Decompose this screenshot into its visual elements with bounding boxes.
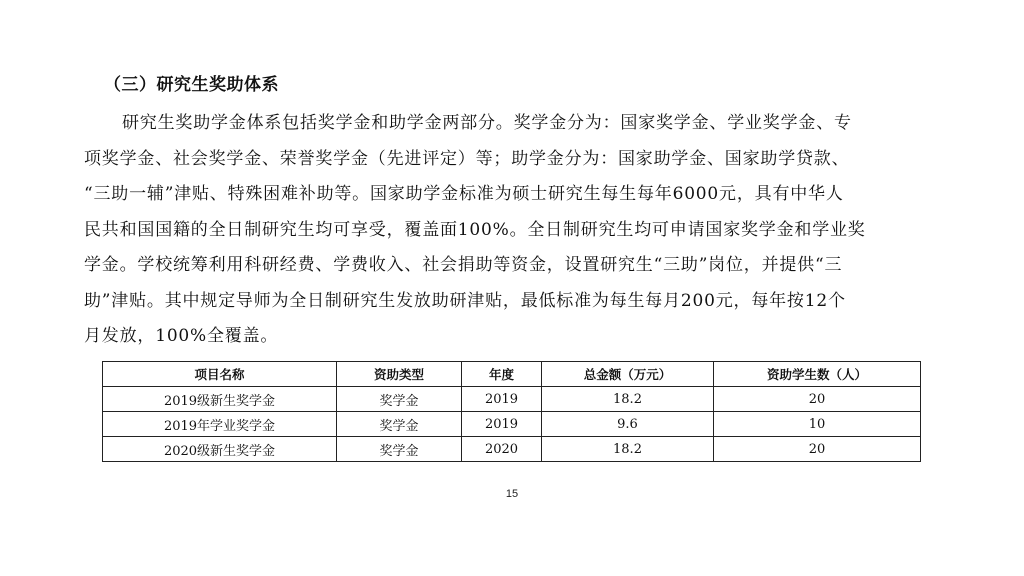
page-number: 15 — [505, 488, 519, 500]
cell-aid-type: 奖学金 — [337, 437, 462, 462]
table-header-row — [103, 362, 921, 387]
cell-project-name: 2019级新生奖学金 — [103, 387, 337, 412]
cell-year: 2020 — [462, 437, 542, 462]
paragraph-line: 研究生奖助学金体系包括奖学金和助学金两部分。奖学金分为：国家奖学金、学业奖学金、专 — [122, 113, 852, 133]
table-row — [103, 437, 921, 462]
header-total-amount: 总金额（万元） — [542, 362, 714, 387]
cell-year: 2019 — [462, 412, 542, 437]
cell-student-count: 10 — [714, 412, 921, 437]
paragraph-line: 学金。学校统筹利用科研经费、学费收入、社会捐助等资金，设置研究生“三助”岗位，并提供“三 — [84, 255, 843, 275]
paragraph-line: 项奖学金、社会奖学金、荣誉奖学金（先进评定）等；助学金分为：国家助学金、国家助学贷款、 — [84, 148, 850, 169]
scholarship-table — [102, 361, 921, 462]
paragraph-line: 助”津贴。其中规定导师为全日制研究生发放助研津贴，最低标准为每生每月200元，每年按12个 — [84, 290, 846, 311]
paragraph-line: 民共和国国籍的全日制研究生均可享受，覆盖面100%。全日制研究生均可申请国家奖学金和学业奖 — [84, 219, 866, 240]
cell-total-amount: 18.2 — [542, 437, 714, 462]
cell-student-count: 20 — [714, 387, 921, 412]
section-heading: （三）研究生奖助体系 — [104, 75, 279, 95]
cell-year: 2019 — [462, 387, 542, 412]
header-year: 年度 — [462, 362, 542, 387]
cell-project-name: 2020级新生奖学金 — [103, 437, 337, 462]
table-row — [103, 412, 921, 437]
header-student-count: 资助学生数（人） — [714, 362, 921, 387]
paragraph-line: “三助一辅”津贴、特殊困难补助等。国家助学金标准为硕士研究生每生每年6000元，具有中华人 — [84, 184, 844, 204]
cell-student-count: 20 — [714, 437, 921, 462]
body-paragraph — [84, 106, 964, 355]
cell-total-amount: 18.2 — [542, 387, 714, 412]
cell-aid-type: 奖学金 — [337, 387, 462, 412]
cell-aid-type: 奖学金 — [337, 412, 462, 437]
table-row — [103, 387, 921, 412]
header-aid-type: 资助类型 — [337, 362, 462, 387]
cell-total-amount: 9.6 — [542, 412, 714, 437]
header-project-name: 项目名称 — [103, 362, 337, 387]
paragraph-line: 月发放，100%全覆盖。 — [84, 326, 279, 346]
cell-project-name: 2019年学业奖学金 — [103, 412, 337, 437]
